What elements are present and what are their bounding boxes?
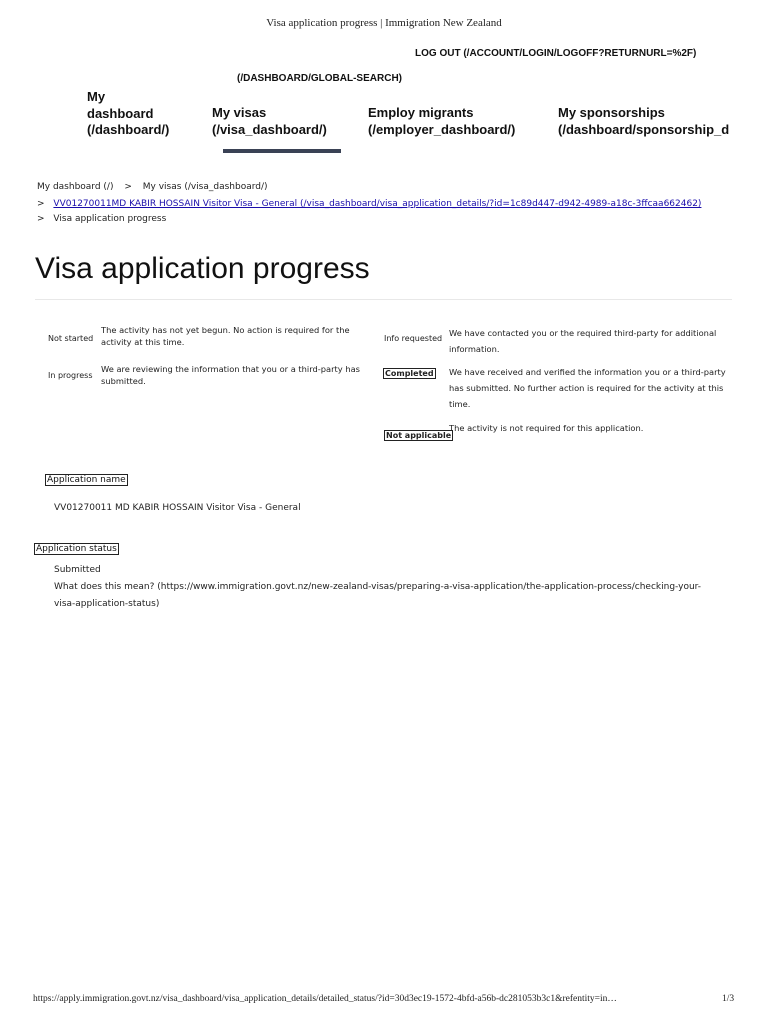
- legend-info-requested-label: Info requested: [384, 334, 443, 343]
- status-help-link[interactable]: [54, 579, 744, 613]
- nav-my-sponsorships-line1: My sponsorships: [558, 105, 665, 120]
- breadcrumb-current-row: [37, 214, 166, 224]
- title-divider: [35, 299, 732, 300]
- legend-not-started-desc: [101, 325, 351, 348]
- legend-info-requested-desc-line2: information.: [449, 344, 500, 354]
- nav-my-visas[interactable]: [212, 105, 327, 138]
- application-name-label: Application name: [47, 475, 126, 485]
- breadcrumb-visas-link[interactable]: My visas (/visa_dashboard/): [142, 182, 268, 192]
- application-name-value: VV01270011 MD KABIR HOSSAIN Visitor Visa - General: [54, 503, 301, 513]
- legend-not-applicable-desc-line1: The activity is not required for this application.: [449, 423, 644, 433]
- application-status-label: Application status: [36, 544, 117, 554]
- breadcrumb-current: Visa application progress: [53, 214, 167, 224]
- nav-my-sponsorships[interactable]: [558, 105, 729, 138]
- nav-active-underline: [223, 149, 341, 153]
- breadcrumb-application-row: [37, 199, 701, 209]
- status-help-line1: What does this mean? (https://www.immigration.govt.nz/new-zealand-visas/preparing-a-visa-application/the-application-process/checking-your-: [54, 582, 702, 592]
- nav-employ-migrants-line2: (/employer_dashboard/): [368, 121, 516, 137]
- print-header-title: Visa application progress | Immigration New Zealand: [266, 17, 502, 29]
- status-help-line2: visa-application-status): [54, 599, 160, 609]
- legend-not-applicable-desc: [449, 420, 739, 436]
- footer-url: https://apply.immigration.govt.nz/visa_dashboard/visa_application_details/detailed_status/?id=30d3ec19-1572-4bfd-a56b-dc281053b3c1&refentity=in…: [33, 994, 617, 1004]
- nav-my-dashboard-line3: (/dashboard/): [87, 122, 170, 137]
- legend-in-progress-desc-line2: submitted.: [101, 375, 146, 386]
- nav-my-visas-line1: My visas: [212, 105, 267, 120]
- footer-page-number: 1/3: [722, 994, 735, 1004]
- breadcrumb-dashboard-link[interactable]: My dashboard (/): [37, 182, 114, 192]
- legend-completed-desc-line1: We have received and verified the information you or a third-party: [449, 367, 726, 377]
- legend-in-progress-label: In progress: [48, 371, 93, 380]
- nav-employ-migrants[interactable]: [368, 105, 515, 138]
- nav-my-dashboard-line2: dashboard: [87, 105, 154, 121]
- nav-my-visas-line2: (/visa_dashboard/): [212, 121, 327, 137]
- breadcrumb-separator: >: [124, 182, 132, 192]
- page-title: Visa application progress: [35, 252, 370, 285]
- legend-completed-desc: [449, 364, 739, 412]
- legend-info-requested-desc-line1: We have contacted you or the required third-party for additional: [449, 328, 717, 338]
- breadcrumb-separator: >: [37, 199, 45, 209]
- legend-not-started-label: Not started: [48, 334, 94, 343]
- legend-completed-label: Completed: [385, 369, 434, 378]
- legend-in-progress-desc-line1: We are reviewing the information that you or a third-party has: [101, 364, 360, 374]
- legend-completed-desc-line3: time.: [449, 399, 471, 409]
- breadcrumb-application-link[interactable]: VV01270011MD KABIR HOSSAIN Visitor Visa - General (/visa_dashboard/visa_application_details/?id=1c89d447-d942-4989-a18c-3ffcaa662462): [53, 199, 702, 209]
- nav-my-sponsorships-line2: (/dashboard/sponsorship_d: [558, 121, 730, 137]
- breadcrumb-separator: >: [37, 214, 45, 224]
- nav-employ-migrants-line1: Employ migrants: [368, 105, 474, 120]
- logout-link[interactable]: LOG OUT (/ACCOUNT/LOGIN/LOGOFF?RETURNURL=%2F): [415, 48, 697, 59]
- global-search-link[interactable]: (/DASHBOARD/GLOBAL-SEARCH): [237, 73, 402, 84]
- legend-not-applicable-label: Not applicable: [386, 431, 452, 440]
- legend-info-requested-desc: [449, 325, 739, 357]
- legend-not-started-desc-line1: The activity has not yet begun. No action is required for the: [101, 325, 350, 335]
- legend-not-started-desc-line2: activity at this time.: [101, 336, 185, 347]
- legend-in-progress-desc: [101, 364, 361, 387]
- application-status-value: Submitted: [54, 565, 101, 575]
- legend-completed-desc-line2: has submitted. No further action is required for the activity at this: [449, 383, 724, 393]
- nav-my-dashboard-line1: My: [87, 89, 106, 104]
- nav-my-dashboard[interactable]: [87, 89, 169, 139]
- breadcrumb: [37, 182, 268, 192]
